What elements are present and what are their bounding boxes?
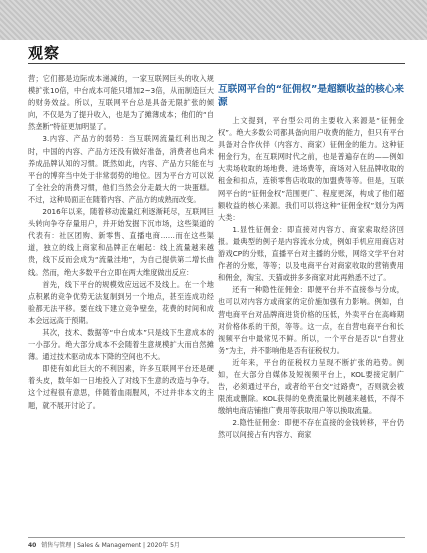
title-rule	[28, 63, 405, 64]
header-banner	[0, 0, 427, 40]
paragraph: 2.隐性征佣金：即便不存在直接的金钱转移，平台仍然可以间接占有内容方、商家	[218, 418, 404, 440]
right-column	[218, 73, 404, 442]
publication-info: 销售与管理 | Sales & Management | 2020年 5月	[41, 542, 180, 549]
left-column	[28, 73, 214, 412]
paragraph: 还有一种隐性征佣金：即便平台并不直接参与分成，也可以对内容方或商家的定价施加强有力影响。例如，自营电商平台对品牌商进货价格的压低，外卖平台在高峰期对价格体系的干预，等等。这一点，在自营电商平台和长视频平台中最常见不鲜。所以，一个平台是否以“自营业务”为主，并不影响他是否有征税权力。	[218, 285, 404, 355]
paragraph: 首先，线下平台的规模效应远远不及线上。在一个地点积累的竞争优势无法复制到另一个地点，甚至连成功经验都无法平移。要在线下建立竞争壁垒，花费的时间和成本会远远高于预期。	[28, 279, 214, 325]
page-footer	[28, 540, 180, 549]
paragraph: 营；它们都是边际成本递减的，一家互联网巨头的收入规模扩张10倍，中台成本可能只增加2~3倍，从而制造巨大的财务效益。所以，互联网平台总是具备无限扩张的倾向，不仅是为了提升收入，也是为了摊薄成本；他们的“自然垄断”特征更加明显了。	[28, 74, 214, 132]
paragraph: 1.显性征佣金：即直接对内容方、商家索取经济回报。最典型的例子是内容流水分成，例如手机应用商店对游戏CP的分账，直播平台对主播的分账，网络文学平台对作者的分账，等等；以及电商平台对商家收取的营销费用和佣金，淘宝、天猫或拼多多商家对此再熟悉不过了。	[218, 224, 404, 283]
section-title: 观察	[28, 44, 61, 62]
article-subheading: 互联网平台的“征佣权”是超额收益的核心来源	[218, 84, 404, 108]
paragraph: 上文提到，平台型公司的主要收入来源是“征佣金权”。绝大多数公司都具备向用户收费的能力，但只有平台具备对合作伙伴（内容方、商家）征佣金的能力。这种征佣金行为，在互联网时代之前，也是普遍存在的——例如大卖场收取的场地费、进场费等，商场对入驻品牌收取的租金和扣点，连锁零售店收取的加盟费等等。但是，互联网平台的“征佣金权”范围更广、程度更深，构成了他们超额收益的核心来源。我们可以将这种“征佣金权”划分为两大类：	[218, 116, 404, 222]
paragraph: 3.内容、产品方的弱势：当互联网流量红利出现之时，中国的内容、产品方还没有做好准备，消费者也尚未养成品牌认知的习惯。既然如此，内容、产品方只能在与平台的博弈当中处于非常弱势的地位。因为平台方可以说了全社会的消费习惯，他们当然会分走最大的一块蛋糕。不过，这种局面正在随着内容、产品方的成熟而改变。	[28, 134, 214, 204]
paragraph: 即使有如此巨大的不利因素，许多互联网平台还是硬着头皮，数年如一日地投入了对线下生意的改造与争夺。这个过程很有意思，伴随着血雨腥风，不过并非本文的主题，就不展开讨论了。	[28, 364, 214, 410]
page-number: 40	[28, 542, 37, 549]
paragraph: 2016年以来，随着移动流量红利逐渐耗尽，互联网巨头转向争夺存量用户，并开始发掘下沉市场，这些渠道的代表有：社区团购、新零售、直播电商……而在这些渠道，独立的线上商家和品牌正在崛起：线上流量越来越贵，线下反而会成为“流量洼地”，为自己提供第二增长曲线。然而，绝大多数平台立即在两大维度做出反应：	[28, 207, 214, 277]
paragraph: 其次，技术、数据等“中台成本”只是线下生意成本的一小部分。绝大部分成本不会随着生意规模扩大而自然摊薄。通过技术驱动成本下降的空间也不大。	[28, 327, 214, 362]
paragraph: 近年来，平台的征税权力呈现不断扩张的趋势。例如，在大部分自媒体及短视频平台上，KOL要接定制广告，必须通过平台，或者给平台交“过路费”，否则就会被限流或删除。KOL获得的免费流量比例越来越低，不得不缴纳电商店铺推广费用等获取用户等以换取流量。	[218, 357, 404, 416]
footer-rule	[28, 537, 405, 538]
